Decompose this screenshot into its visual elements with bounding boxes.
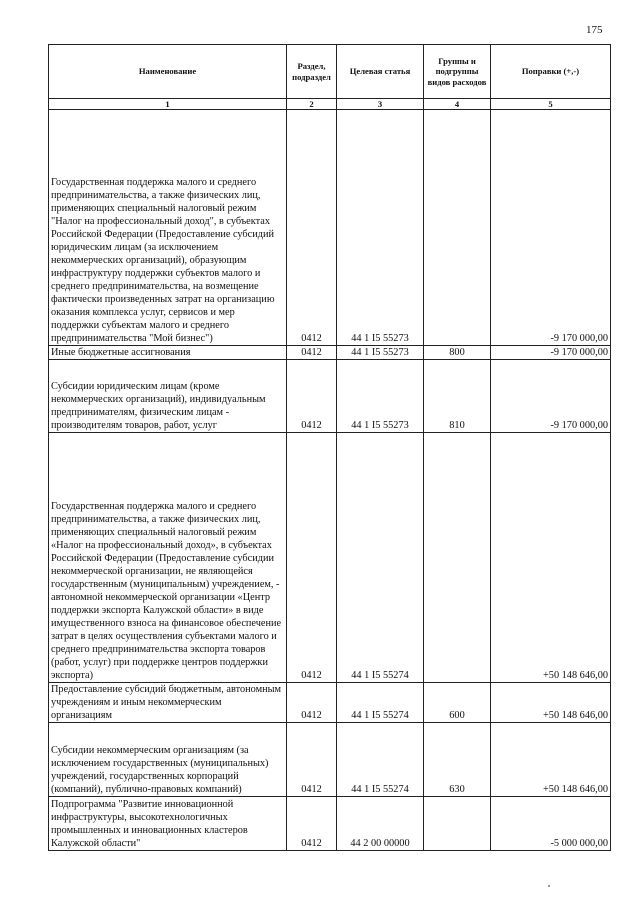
row-amount: -9 170 000,00 <box>491 346 611 360</box>
row-group <box>424 433 491 683</box>
row-name: Государственная поддержка малого и среднего предпринимательства, а также физических лиц, применяющих специальный налоговый режим «Налог на профессиональный доход», в субъектах Российской Федерации (Предоставление субсидии некоммерческой организации, не являющейся государственным (муниципальным) учреждением, - автономной некоммерческой организации «Центр поддержки экспорта Калужской области» в виде имущественного взноса на финансовое обеспечение затрат в целях осуществления субъектами малого и среднего предпринимательства экспорта товаров (работ, услуг) при поддержке центров поддержки экспорта) <box>49 433 287 683</box>
header-amendments: Поправки (+,-) <box>491 45 611 99</box>
column-number-row <box>49 99 611 110</box>
row-group <box>424 797 491 851</box>
budget-amendments-table <box>48 44 611 851</box>
row-amount: -5 000 000,00 <box>491 797 611 851</box>
table-row <box>49 797 611 851</box>
row-group: 800 <box>424 346 491 360</box>
row-name: Субсидии юридическим лицам (кроме некоммерческих организаций), индивидуальным предпринимателям, физическим лицам - производителям товаров, работ, услуг <box>49 360 287 433</box>
row-name: Иные бюджетные ассигнования <box>49 346 287 360</box>
scan-speck <box>548 885 550 887</box>
header-section: Раздел, подраздел <box>287 45 337 99</box>
header-row <box>49 45 611 99</box>
row-amount: +50 148 646,00 <box>491 433 611 683</box>
row-section: 0412 <box>287 360 337 433</box>
column-number: 3 <box>337 99 424 110</box>
row-amount: +50 148 646,00 <box>491 723 611 797</box>
row-target: 44 2 00 00000 <box>337 797 424 851</box>
row-name: Государственная поддержка малого и среднего предпринимательства, а также физических лиц, применяющих специальный налоговый режим "Налог на профессиональный доход", в субъектах Российской Федерации (Предоставление субсидий юридическим лицам (за исключением некоммерческих организаций), образующим инфраструктуру поддержки субъектов малого и среднего предпринимательства, на возмещение фактически произведенных затрат на организацию оказания комплекса услуг, сервисов и мер поддержки субъектам малого и среднего предпринимательства "Мой бизнес") <box>49 110 287 346</box>
row-target: 44 1 I5 55273 <box>337 110 424 346</box>
row-section: 0412 <box>287 346 337 360</box>
row-section: 0412 <box>287 110 337 346</box>
row-section: 0412 <box>287 797 337 851</box>
table-row <box>49 683 611 723</box>
column-number: 2 <box>287 99 337 110</box>
row-group: 630 <box>424 723 491 797</box>
row-group: 600 <box>424 683 491 723</box>
row-target: 44 1 I5 55274 <box>337 433 424 683</box>
table-row <box>49 346 611 360</box>
row-amount: -9 170 000,00 <box>491 360 611 433</box>
column-number: 1 <box>49 99 287 110</box>
row-name: Субсидии некоммерческим организациям (за исключением государственных (муниципальных) учреждений, государственных корпораций (компаний), публично-правовых компаний) <box>49 723 287 797</box>
row-group: 810 <box>424 360 491 433</box>
row-section: 0412 <box>287 433 337 683</box>
column-number: 4 <box>424 99 491 110</box>
row-target: 44 1 I5 55274 <box>337 683 424 723</box>
row-target: 44 1 I5 55274 <box>337 723 424 797</box>
table-row <box>49 110 611 346</box>
row-amount: -9 170 000,00 <box>491 110 611 346</box>
table-row <box>49 723 611 797</box>
header-target: Целевая статья <box>337 45 424 99</box>
row-target: 44 1 I5 55273 <box>337 360 424 433</box>
header-name: Наименование <box>49 45 287 99</box>
header-groups: Группы и подгруппы видов расходов <box>424 45 491 99</box>
row-name: Предоставление субсидий бюджетным, автономным учреждениям и иным некоммерческим организациям <box>49 683 287 723</box>
table-row <box>49 433 611 683</box>
row-target: 44 1 I5 55273 <box>337 346 424 360</box>
page-number: 175 <box>586 24 603 36</box>
row-group <box>424 110 491 346</box>
row-section: 0412 <box>287 683 337 723</box>
table-row <box>49 360 611 433</box>
row-name: Подпрограмма "Развитие инновационной инфраструктуры, высокотехнологичных промышленных и инновационных кластеров Калужской области" <box>49 797 287 851</box>
row-section: 0412 <box>287 723 337 797</box>
row-amount: +50 148 646,00 <box>491 683 611 723</box>
column-number: 5 <box>491 99 611 110</box>
